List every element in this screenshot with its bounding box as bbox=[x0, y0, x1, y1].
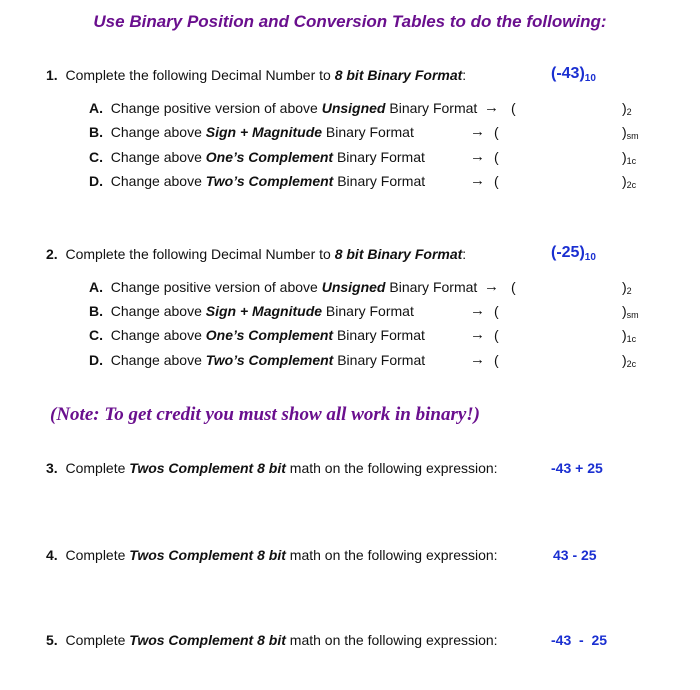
arrow-icon: → bbox=[470, 302, 485, 319]
item-format-name: Two’s Complement bbox=[205, 352, 334, 368]
answer-open-paren: ( bbox=[494, 173, 499, 189]
expression-3: -43 + 25 bbox=[551, 460, 603, 476]
question-text-emphasis: Twos Complement 8 bit bbox=[129, 460, 286, 476]
item-letter: D. bbox=[89, 352, 103, 368]
item-text: Change positive version of above bbox=[110, 279, 322, 295]
item-letter: D. bbox=[89, 173, 103, 189]
item-text-end: Binary Format bbox=[333, 173, 426, 189]
question-number: 3. bbox=[46, 460, 58, 476]
arrow-icon: → bbox=[484, 99, 499, 116]
answer-close-paren: )$_{2c}$ bbox=[622, 352, 637, 369]
credit-note: (Note: To get credit you must show all work in binary!) bbox=[50, 404, 480, 425]
question-text-end: math on the following expression: bbox=[285, 632, 498, 648]
item-letter: C. bbox=[89, 327, 103, 343]
item-text-end: Binary Format bbox=[333, 149, 425, 165]
question-number: 5. bbox=[46, 632, 58, 648]
question-text-emphasis: 8 bit Binary Format bbox=[334, 246, 463, 262]
decimal-value: (-43) bbox=[551, 65, 585, 82]
item-text: Change positive version of above bbox=[110, 100, 322, 116]
answer-open-paren: ( bbox=[494, 149, 499, 165]
question-3 bbox=[46, 460, 498, 476]
question-2 bbox=[46, 246, 466, 262]
arrow-icon: → bbox=[470, 351, 485, 368]
decimal-value: (-25) bbox=[551, 244, 585, 261]
item-text: Change above bbox=[110, 352, 206, 368]
answer-close-paren: )$_{1c}$ bbox=[622, 149, 637, 166]
item-text: Change above bbox=[110, 173, 206, 189]
question-text: Complete bbox=[65, 460, 130, 476]
item-text-end: Binary Format bbox=[385, 279, 478, 295]
answer-open-paren: ( bbox=[494, 352, 499, 368]
question-text-emphasis: Twos Complement 8 bit bbox=[129, 632, 286, 648]
item-1b bbox=[89, 124, 414, 140]
decimal-value-1 bbox=[551, 65, 596, 84]
answer-open-paren: ( bbox=[494, 124, 499, 140]
question-1 bbox=[46, 67, 466, 83]
question-text: Complete the following Decimal Number to bbox=[65, 67, 335, 83]
arrow-icon: → bbox=[470, 172, 485, 189]
answer-open-paren: ( bbox=[494, 327, 499, 343]
question-text-emphasis: 8 bit Binary Format bbox=[334, 67, 463, 83]
item-text-end: Binary Format bbox=[333, 327, 425, 343]
item-letter: B. bbox=[89, 303, 103, 319]
item-text: Change above bbox=[110, 327, 206, 343]
question-number: 4. bbox=[46, 547, 58, 563]
item-1c bbox=[89, 149, 425, 165]
expression-5: -43 - 25 bbox=[551, 632, 608, 648]
question-text-end: : bbox=[462, 67, 467, 83]
answer-close-paren: )$_{2c}$ bbox=[622, 173, 637, 190]
arrow-icon: → bbox=[470, 326, 485, 343]
decimal-value-2 bbox=[551, 244, 596, 263]
question-5 bbox=[46, 632, 498, 648]
item-text-end: Binary Format bbox=[333, 352, 426, 368]
item-text: Change above bbox=[110, 124, 206, 140]
item-letter: C. bbox=[89, 149, 103, 165]
question-number: 1. bbox=[46, 67, 58, 83]
answer-close-paren: )$_{1c}$ bbox=[622, 327, 637, 344]
expression-4: 43 - 25 bbox=[553, 547, 597, 563]
arrow-icon: → bbox=[470, 148, 485, 165]
item-2a bbox=[89, 279, 477, 295]
answer-close-paren: )$_{sm}$ bbox=[622, 124, 639, 141]
arrow-icon: → bbox=[470, 123, 485, 140]
item-text: Change above bbox=[110, 149, 206, 165]
page-title: Use Binary Position and Conversion Tables to do the following: bbox=[93, 12, 607, 31]
item-2d bbox=[89, 352, 425, 368]
item-2b bbox=[89, 303, 414, 319]
decimal-base: 10 bbox=[584, 252, 596, 263]
item-format-name: Unsigned bbox=[321, 279, 386, 295]
item-2c bbox=[89, 327, 425, 343]
item-text-end: Binary Format bbox=[385, 100, 478, 116]
item-letter: A. bbox=[89, 100, 103, 116]
answer-close-paren: )$_2$ bbox=[622, 279, 632, 296]
item-text: Change above bbox=[110, 303, 206, 319]
decimal-base: 10 bbox=[584, 73, 596, 84]
item-format-name: Sign + Magnitude bbox=[205, 303, 323, 319]
question-text: Complete bbox=[65, 547, 130, 563]
item-format-name: Two’s Complement bbox=[205, 173, 334, 189]
answer-close-paren: )$_2$ bbox=[622, 100, 632, 117]
question-text: Complete the following Decimal Number to bbox=[65, 246, 335, 262]
arrow-icon: → bbox=[484, 278, 499, 295]
item-1d bbox=[89, 173, 425, 189]
question-text-end: math on the following expression: bbox=[285, 460, 498, 476]
item-format-name: Unsigned bbox=[321, 100, 386, 116]
answer-open-paren: ( bbox=[511, 279, 516, 295]
item-text-end: Binary Format bbox=[322, 124, 414, 140]
question-number: 2. bbox=[46, 246, 58, 262]
item-format-name: Sign + Magnitude bbox=[205, 124, 323, 140]
question-text: Complete bbox=[65, 632, 130, 648]
answer-open-paren: ( bbox=[494, 303, 499, 319]
question-text-end: : bbox=[462, 246, 467, 262]
answer-close-paren: )$_{sm}$ bbox=[622, 303, 639, 320]
item-letter: A. bbox=[89, 279, 103, 295]
question-text-emphasis: Twos Complement 8 bit bbox=[129, 547, 286, 563]
item-text-end: Binary Format bbox=[322, 303, 414, 319]
question-text-end: math on the following expression: bbox=[285, 547, 498, 563]
question-4 bbox=[46, 547, 498, 563]
answer-open-paren: ( bbox=[511, 100, 516, 116]
item-format-name: One’s Complement bbox=[205, 149, 334, 165]
item-letter: B. bbox=[89, 124, 103, 140]
item-1a bbox=[89, 100, 477, 116]
item-format-name: One’s Complement bbox=[205, 327, 334, 343]
